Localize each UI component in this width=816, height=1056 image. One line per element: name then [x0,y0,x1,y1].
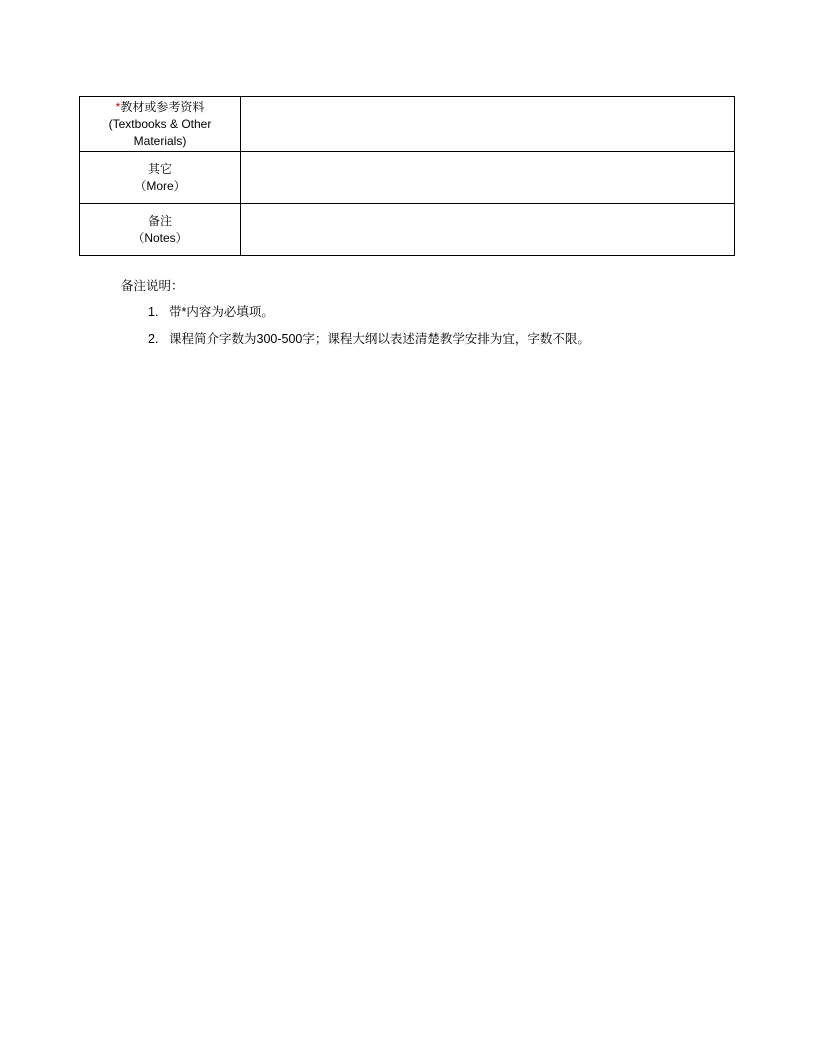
list-item [148,330,590,348]
more-label-cn: 其它 [147,161,172,176]
notes-label-cn: 备注 [147,213,172,228]
materials-label-cell [80,97,241,152]
notes-explanation [121,277,590,357]
materials-label-en-line1: (Textbooks & Other [108,116,212,131]
materials-label-en-line2: Materials) [133,133,187,148]
more-label-cell [80,152,241,204]
required-star-mark: * [115,99,121,114]
notes-value-cell[interactable] [241,204,735,256]
notes-title: 备注说明： [121,279,184,293]
materials-value-cell[interactable] [241,97,735,152]
list-item [148,303,590,321]
list-item-number: 1. [148,305,159,319]
list-item-text: 课程简介字数为300-500字；课程大纲以表述清楚教学安排为宜，字数不限。 [169,332,590,346]
notes-list [121,303,590,348]
more-label-en: （More） [134,178,186,193]
list-item-text: 带*内容为必填项。 [169,305,274,319]
table-row-materials [80,97,735,152]
notes-label-en: （Notes） [132,230,188,245]
table-row-more [80,152,735,204]
course-info-table [79,96,735,256]
list-item-number: 2. [148,332,159,346]
materials-label-cn-text: 教材或参考资料 [120,99,205,114]
table-row-notes [80,204,735,256]
more-value-cell[interactable] [241,152,735,204]
notes-label-cell [80,204,241,256]
materials-label-cn [80,99,240,116]
